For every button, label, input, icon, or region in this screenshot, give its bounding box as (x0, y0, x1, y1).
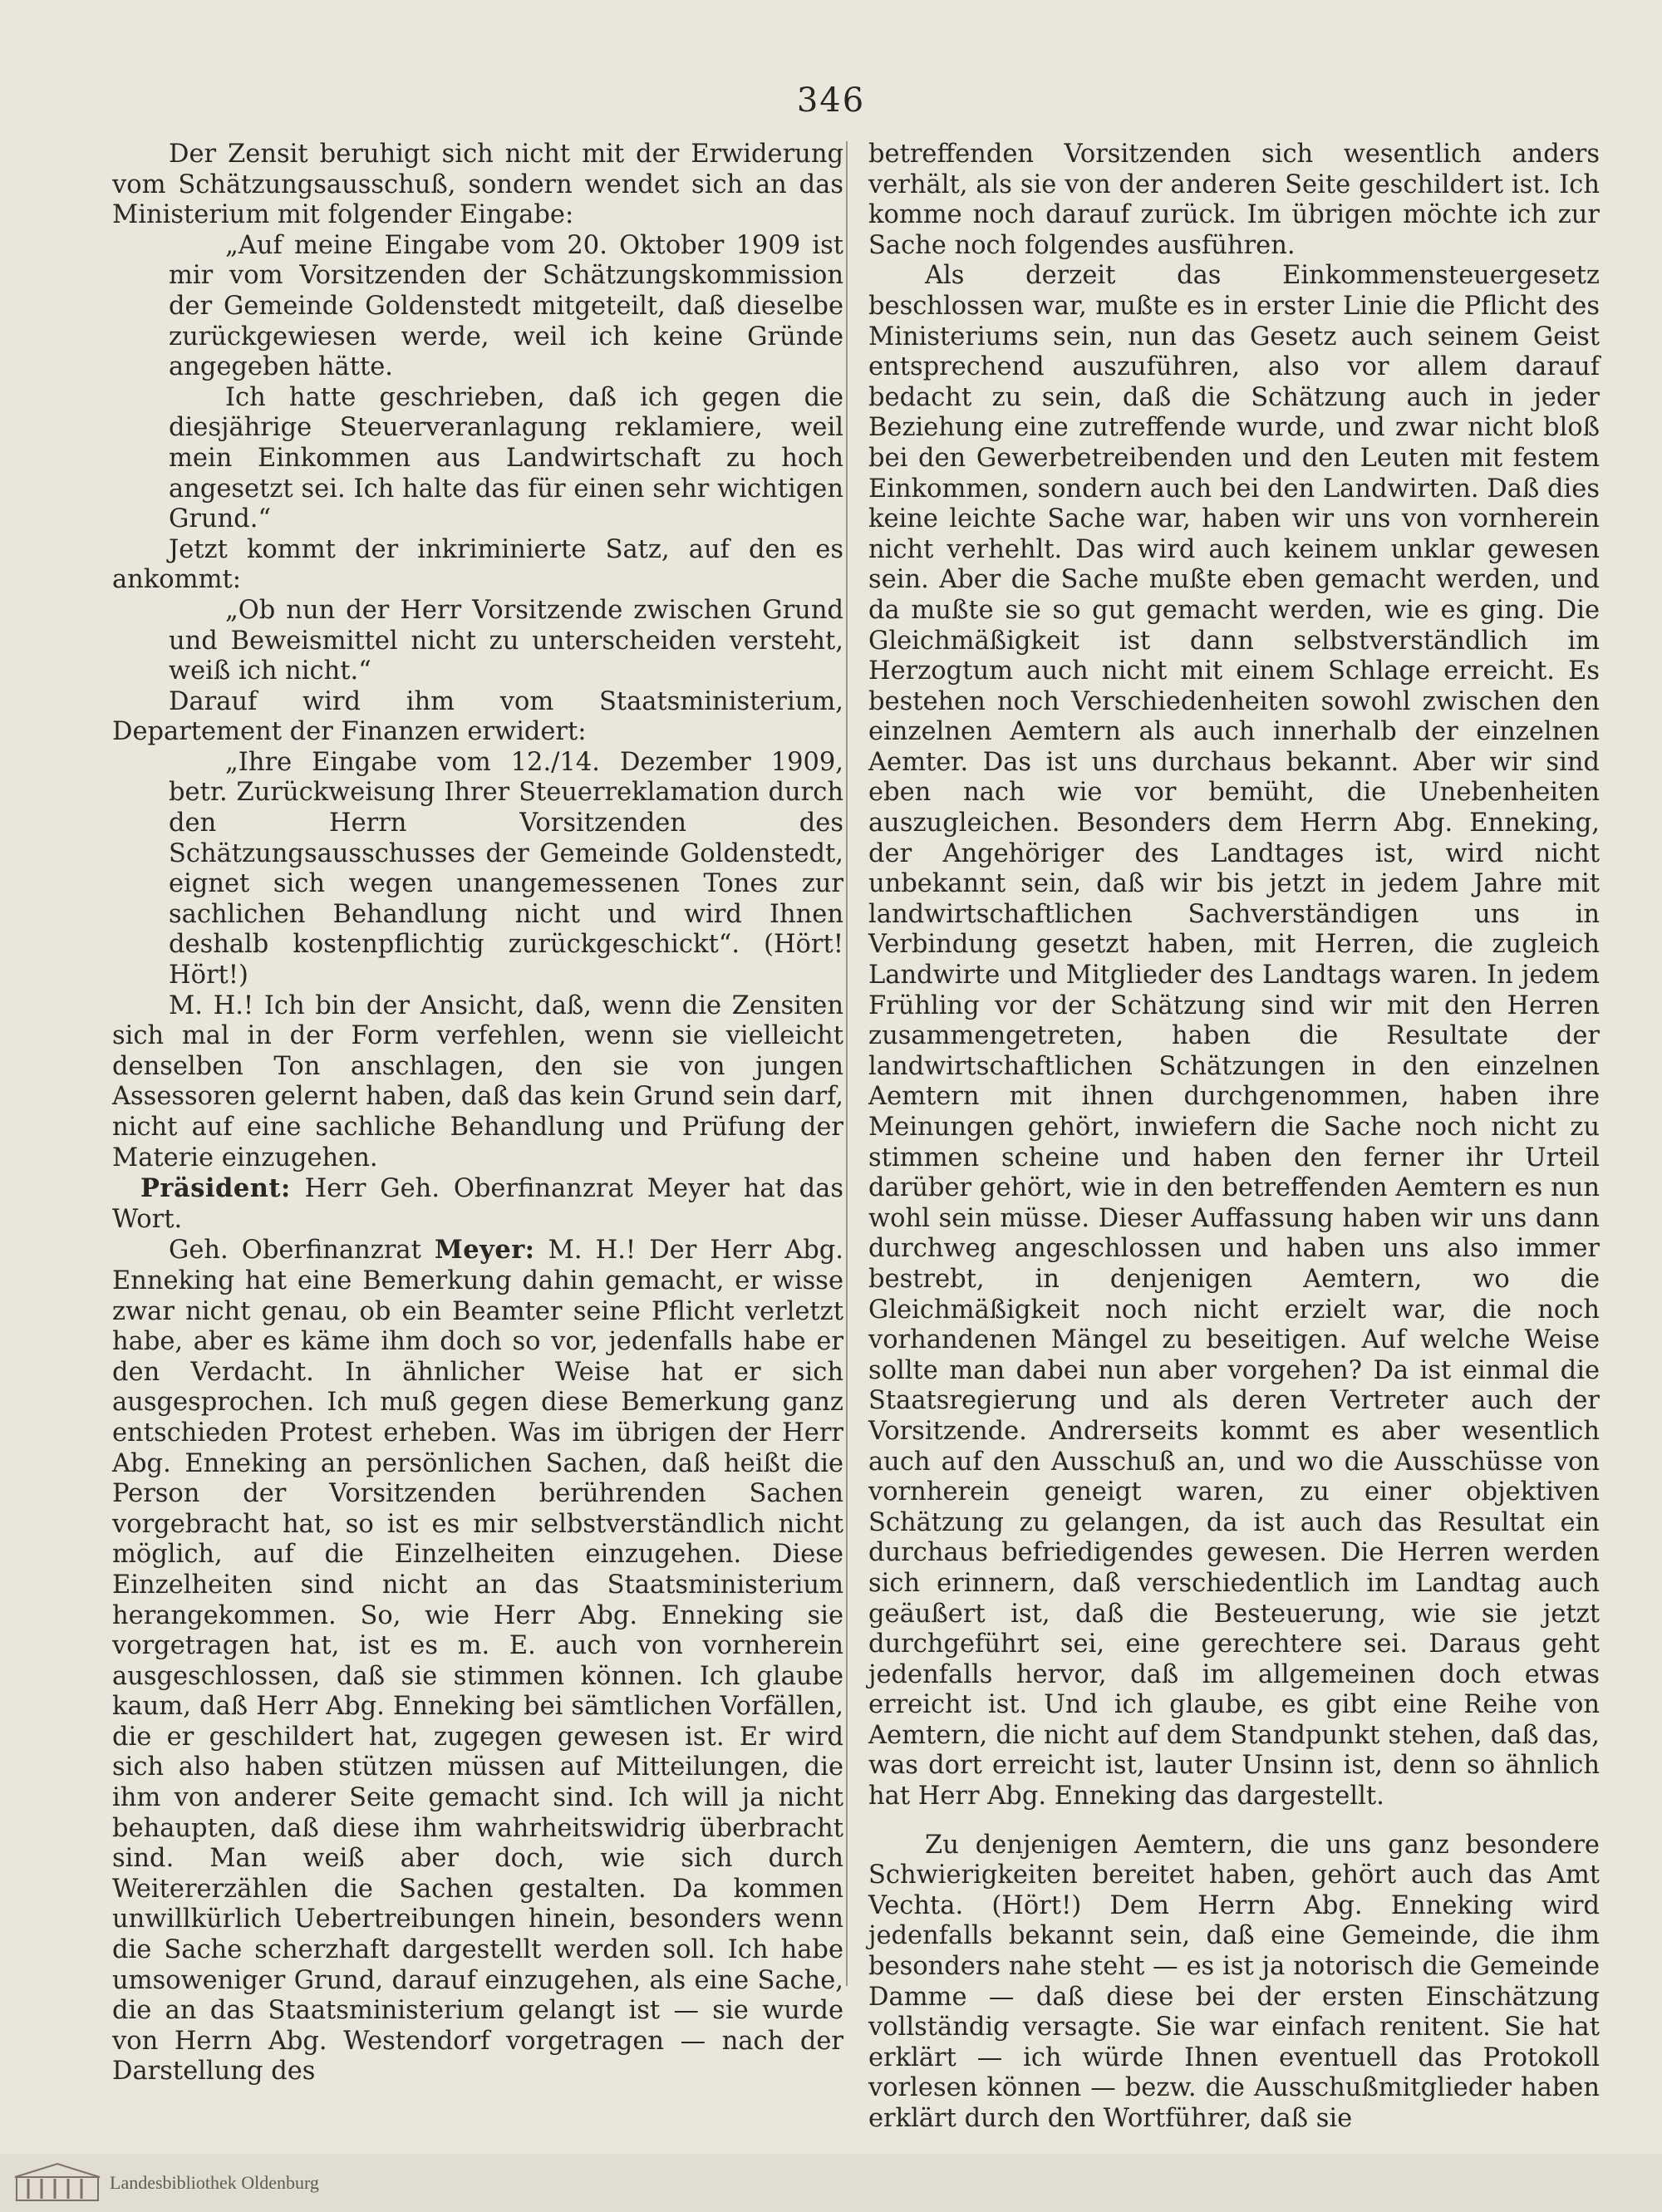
quote-paragraph: „Auf meine Eingabe vom 20. Oktober 1909 ist mir vom Vorsitzenden der Schätzungskommission der Gemeinde Goldenstedt mitgeteilt, daß dieselbe zurückgewiesen werde, weil ich keine Gründe angegeben hätte. (169, 230, 843, 382)
library-building-icon (12, 2160, 103, 2204)
quote-paragraph: „Ob nun der Herr Vorsitzende zwischen Grund und Beweismittel nicht zu unterscheiden versteht, weiß ich nicht.“ (169, 595, 843, 686)
paragraph: betreffenden Vorsitzenden sich wesentlich anders verhält, als sie von der anderen Seite geschildert ist. Ich komme noch darauf zurück. Im übrigen möchte ich zur Sache noch folgendes ausführen. (868, 140, 1600, 260)
right-column (868, 140, 1600, 2135)
paragraph: Jetzt kommt der inkriminierte Satz, auf den es ankommt: (112, 534, 843, 595)
speaker-name: Präsident: (140, 1173, 291, 1204)
library-footer (0, 2154, 1662, 2212)
paragraph: Als derzeit das Einkommensteuergesetz beschlossen war, mußte es in erster Linie die Pflicht des Ministeriums sein, nun das Gesetz auch seinem Geist entsprechend auszuführen, also vor allem darauf bedacht zu sein, daß die Schätzung auch in jeder Beziehung eine zutreffende wurde, und zwar nicht bloß bei den Gewerbetreibenden und den Leuten mit festem Einkommen, sondern auch bei den Landwirten. Daß dies keine leichte Sache war, haben wir uns von vornherein nicht verhehlt. Das wird auch keinem unklar gewesen sein. Aber die Sache mußte eben gemacht werden, und da mußte sie so gut gemacht werden, wie es ging. Die Gleichmäßigkeit ist dann selbstverständlich im Herzogtum auch nicht mit einem Schlage erreicht. Es bestehen noch Verschiedenheiten sowohl zwischen den einzelnen Aemtern als auch innerhalb der einzelnen Aemter. Das ist uns durchaus bekannt. Aber wir sind eben nach wie vor bemüht, die Unebenheiten auszugleichen. Besonders dem Herrn Abg. Enneking, der Angehöriger des Landtages ist, wird nicht unbekannt sein, daß wir bis jetzt in jedem Jahre mit landwirtschaftlichen Sachverständigen uns in Verbindung gesetzt haben, mit Herren, die zugleich Landwirte und Mitglieder des Landtags waren. In jedem Frühling vor der Schätzung sind wir mit den Herren zusammengetreten, haben die Resultate der landwirtschaftlichen Schätzungen in den einzelnen Aemtern mit ihnen durchgenommen, haben ihre Meinungen gehört, inwiefern die Sache noch nicht zu stimmen scheine und haben den ferner ihr Urteil darüber gehört, wie in den betreffenden Aemtern es nun wohl sein müsse. Dieser Auffassung haben wir uns dann durchweg angeschlossen und haben uns also immer bestrebt, in denjenigen Aemtern, wo die Gleichmäßigkeit noch nicht erzielt war, die noch vorhandenen Mängel zu beseitigen. Auf welche Weise sollte man dabei nun aber vorgehen? Da ist einmal die Staatsregierung und als deren Vertreter auch der Vorsitzende. Andrerseits kommt es aber wesentlich auch auf den Ausschuß an, und wo die Ausschüsse von vornherein geneigt waren, zu einer objektiven Schätzung zu gelangen, da ist auch das Resultat ein durchaus befriedigendes gewesen. Die Herren werden sich erinnern, daß verschiedentlich im Landtag auch geäußert ist, daß die Besteuerung, wie sie jetzt durchgeführt sei, eine gerechtere sei. Daraus geht jedenfalls hervor, daß im allgemeinen doch etwas erreicht ist. Und ich glaube, es gibt eine Reihe von Aemtern, die nicht auf dem Standpunkt stehen, daß das, was dort erreicht ist, lauter Unsinn ist, denn so ähnlich hat Herr Abg. Enneking das dargestellt. (868, 261, 1600, 1811)
paragraph: Zu denjenigen Aemtern, die uns ganz besondere Schwierigkeiten bereitet haben, gehört auch das Amt Vechta. (Hört!) Dem Herrn Abg. Enneking wird jedenfalls bekannt sein, daß eine Gemeinde, die ihm besonders nahe steht — es ist ja notorisch die Gemeinde Damme — daß diese bei der ersten Einschätzung vollständig versagte. Sie war einfach renitent. Sie hat erklärt — ich würde Ihnen eventuell das Protokoll vorlesen können — bezw. die Ausschußmitglieder haben erklärt durch den Wortführer, daß sie (868, 1830, 1600, 2133)
speaker-text: Herr Geh. Oberfinanzrat Meyer hat das Wort. (112, 1174, 843, 1234)
column-divider (846, 141, 848, 1986)
speaker-title: Geh. Oberfinanzrat (169, 1236, 421, 1266)
quote-paragraph: „Ihre Eingabe vom 12./14. Dezember 1909, betr. Zurückweisung Ihrer Steuerreklamation durch den Herrn Vorsitzenden des Schätzungsausschusses der Gemeinde Goldenstedt, eignet sich wegen unangemessenen Tones zur sachlichen Behandlung nicht und wird Ihnen deshalb kostenpflichtig zurückgeschickt“. (Hört! Hört!) (169, 747, 843, 990)
speaker-name: Meyer: (434, 1235, 535, 1266)
paragraph: M. H.! Ich bin der Ansicht, daß, wenn die Zensiten sich mal in der Form verfehlen, wenn sie vielleicht denselben Ton anschlagen, den sie von jungen Assessoren gelernt haben, daß das kein Grund sein darf, nicht auf eine sachliche Behandlung und Prüfung der Materie einzugehen. (112, 990, 843, 1172)
page-number: 346 (796, 81, 866, 120)
speaker-paragraph (112, 1173, 843, 1235)
speech-text: M. H.! Der Herr Abg. Enneking hat eine Bemerkung dahin gemacht, er wisse zwar nicht genau, ob ein Beamter seine Pflicht verletzt habe, aber es käme ihm doch so vor, jedenfalls habe er den Verdacht. In ähnlicher Weise hat er sich ausgesprochen. Ich muß gegen diese Bemerkung ganz entschieden Protest erheben. Was im übrigen der Herr Abg. Enneking an persönlichen Sachen, daß heißt die Person der Vorsitzenden berührenden Sachen vorgebracht hat, so ist es mir selbstverständlich nicht möglich, auf die Einzelheiten einzugehen. Diese Einzelheiten sind nicht an das Staatsministerium herangekommen. So, wie Herr Abg. Enneking sie vorgetragen hat, ist es m. E. auch von vornherein ausgeschlossen, daß sie stimmen können. Ich glaube kaum, daß Herr Abg. Enneking bei sämtlichen Vorfällen, die er geschildert hat, zugegen gewesen ist. Er wird sich also haben stützen müssen auf Mitteilungen, die ihm von anderer Seite gemacht sind. Ich will ja nicht behaupten, daß diese ihm wahrheitswidrig überbracht sind. Man weiß aber doch, wie sich durch Weitererzählen die Sachen gestalten. Da kommen unwillkürlich Uebertreibungen hinein, besonders wenn die Sache scherzhaft dargestellt werden soll. Ich habe umsoweniger Grund, darauf einzugehen, als eine Sache, die an das Staatsministerium gelangt ist — sie wurde von Herrn Abg. Westendorf vorgetragen — nach der Darstellung des (112, 1236, 843, 2087)
paragraph: Darauf wird ihm vom Staatsministerium, Departement der Finanzen erwidert: (112, 686, 843, 747)
speech-paragraph (112, 1235, 843, 2087)
quote-paragraph: Ich hatte geschrieben, daß ich gegen die diesjährige Steuerveranlagung reklamiere, weil mein Einkommen aus Landwirtschaft zu hoch angesetzt sei. Ich halte das für einen sehr wichtigen Grund.“ (169, 382, 843, 534)
left-column (112, 140, 843, 2087)
paragraph: Der Zensit beruhigt sich nicht mit der Erwiderung vom Schätzungsausschuß, sondern wendet sich an das Ministerium mit folgender Eingabe: (112, 140, 843, 230)
library-name: Landesbibliothek Oldenburg (110, 2172, 319, 2193)
